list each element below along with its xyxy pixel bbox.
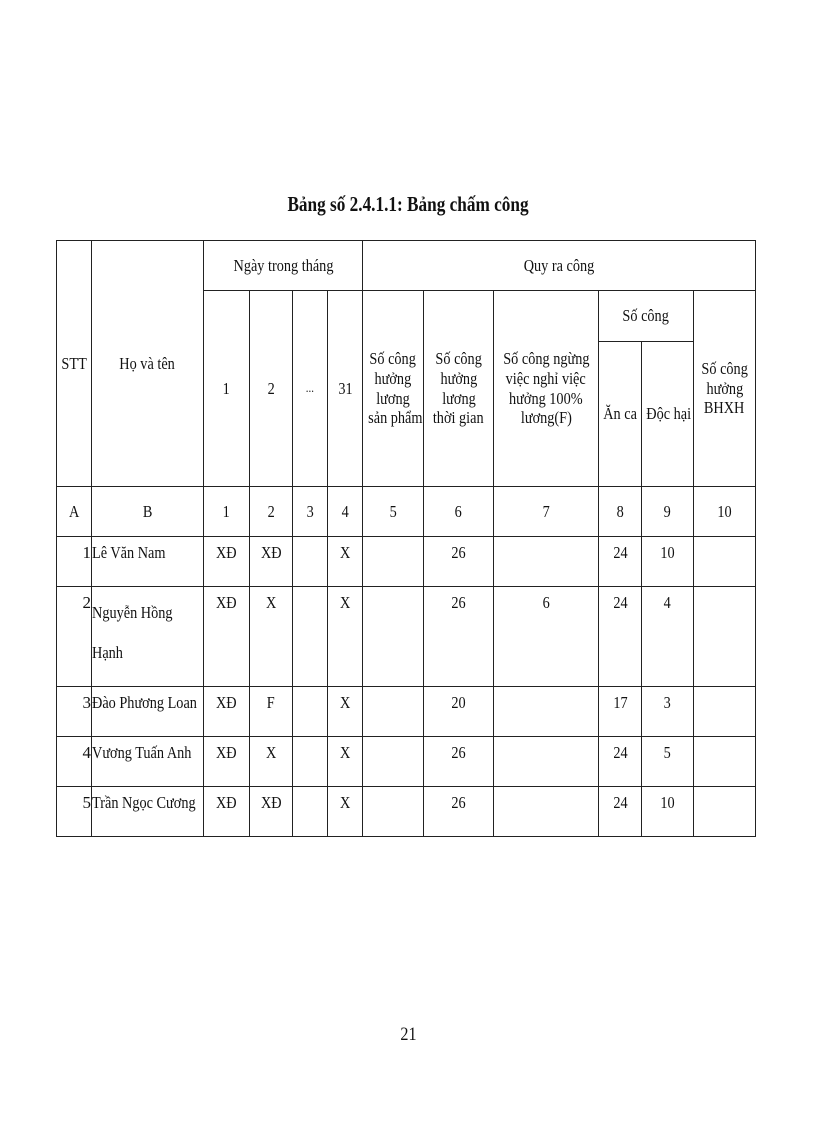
code-cell: 2 — [250, 487, 293, 537]
row-day-1: XĐ — [204, 787, 250, 837]
row-day-3 — [293, 687, 328, 737]
code-cell: 7 — [494, 487, 599, 537]
row-name: Trần Ngọc Cương — [92, 787, 204, 837]
header-bhxh: Số công hưởng BHXH — [694, 291, 756, 487]
code-cell: 8 — [599, 487, 642, 537]
row-an-ca: 24 — [599, 737, 642, 787]
header-name: Họ và tên — [92, 241, 204, 487]
row-day-1: XĐ — [204, 687, 250, 737]
row-stt: 1 — [57, 537, 92, 587]
row-day-31: X — [328, 787, 363, 837]
row-bhxh — [694, 687, 756, 737]
row-an-ca: 24 — [599, 537, 642, 587]
table-row — [57, 687, 756, 737]
header-so-cong-group: Số công — [599, 291, 694, 342]
row-day-1: XĐ — [204, 587, 250, 687]
timesheet-table — [56, 240, 756, 837]
row-so-cong-ngung — [494, 787, 599, 837]
row-doc-hai: 10 — [642, 787, 694, 837]
row-doc-hai: 10 — [642, 537, 694, 587]
header-stt: STT — [57, 241, 92, 487]
row-day-31: X — [328, 587, 363, 687]
row-so-cong-ngung: 6 — [494, 587, 599, 687]
row-so-cong-ngung — [494, 537, 599, 587]
row-name: Vương Tuấn Anh — [92, 737, 204, 787]
code-cell: 4 — [328, 487, 363, 537]
row-so-cong-sp — [363, 787, 424, 837]
header-days-group: Ngày trong tháng — [204, 241, 363, 291]
row-so-cong-tg: 20 — [424, 687, 494, 737]
row-day-1: XĐ — [204, 737, 250, 787]
header-an-ca: Ăn ca — [599, 342, 642, 487]
code-cell: 10 — [694, 487, 756, 537]
row-doc-hai: 5 — [642, 737, 694, 787]
header-so-cong-san-pham: Số công hưởng lương sản phẩm — [363, 291, 424, 487]
row-so-cong-ngung — [494, 687, 599, 737]
row-day-3 — [293, 537, 328, 587]
row-so-cong-ngung — [494, 737, 599, 787]
row-an-ca: 24 — [599, 787, 642, 837]
row-name: Nguyễn Hồng Hạnh — [92, 587, 204, 687]
row-name: Lê Văn Nam — [92, 537, 204, 587]
header-so-cong-ngung-viec: Số công ngừng việc nghỉ việc hưởng 100% lương(F) — [494, 291, 599, 487]
row-day-2: XĐ — [250, 537, 293, 587]
row-day-1: XĐ — [204, 537, 250, 587]
row-day-3 — [293, 787, 328, 837]
code-cell: B — [92, 487, 204, 537]
row-so-cong-sp — [363, 537, 424, 587]
row-stt: 4 — [57, 737, 92, 787]
code-cell: 1 — [204, 487, 250, 537]
row-day-31: X — [328, 687, 363, 737]
header-day-ellipsis: ... — [293, 291, 328, 487]
code-cell: A — [57, 487, 92, 537]
header-quy-ra-cong: Quy ra công — [363, 241, 756, 291]
code-cell: 3 — [293, 487, 328, 537]
row-so-cong-sp — [363, 587, 424, 687]
table-title: Bảng số 2.4.1.1: Bảng chấm công — [287, 192, 529, 216]
table-row — [57, 787, 756, 837]
page-number: 21 — [399, 1024, 417, 1045]
table-row — [57, 737, 756, 787]
row-stt: 3 — [57, 687, 92, 737]
row-bhxh — [694, 537, 756, 587]
row-so-cong-tg: 26 — [424, 537, 494, 587]
row-doc-hai: 4 — [642, 587, 694, 687]
row-bhxh — [694, 737, 756, 787]
row-doc-hai: 3 — [642, 687, 694, 737]
table-row — [57, 587, 756, 687]
row-stt: 5 — [57, 787, 92, 837]
row-day-3 — [293, 737, 328, 787]
row-bhxh — [694, 587, 756, 687]
header-so-cong-thoi-gian: Số công hưởng lương thời gian — [424, 291, 494, 487]
row-so-cong-tg: 26 — [424, 787, 494, 837]
row-day-2: XĐ — [250, 787, 293, 837]
row-day-2: X — [250, 587, 293, 687]
code-cell: 6 — [424, 487, 494, 537]
header-day-31: 31 — [328, 291, 363, 487]
header-doc-hai: Độc hại — [642, 342, 694, 487]
table-row — [57, 537, 756, 587]
row-so-cong-sp — [363, 737, 424, 787]
code-row — [57, 487, 756, 537]
code-cell: 9 — [642, 487, 694, 537]
row-name: Đào Phương Loan — [92, 687, 204, 737]
row-an-ca: 24 — [599, 587, 642, 687]
code-cell: 5 — [363, 487, 424, 537]
row-day-31: X — [328, 737, 363, 787]
row-day-2: F — [250, 687, 293, 737]
row-so-cong-sp — [363, 687, 424, 737]
row-bhxh — [694, 787, 756, 837]
header-day-1: 1 — [204, 291, 250, 487]
row-day-3 — [293, 587, 328, 687]
header-day-2: 2 — [250, 291, 293, 487]
row-an-ca: 17 — [599, 687, 642, 737]
row-stt: 2 — [57, 587, 92, 687]
row-so-cong-tg: 26 — [424, 587, 494, 687]
row-day-2: X — [250, 737, 293, 787]
row-so-cong-tg: 26 — [424, 737, 494, 787]
row-day-31: X — [328, 537, 363, 587]
